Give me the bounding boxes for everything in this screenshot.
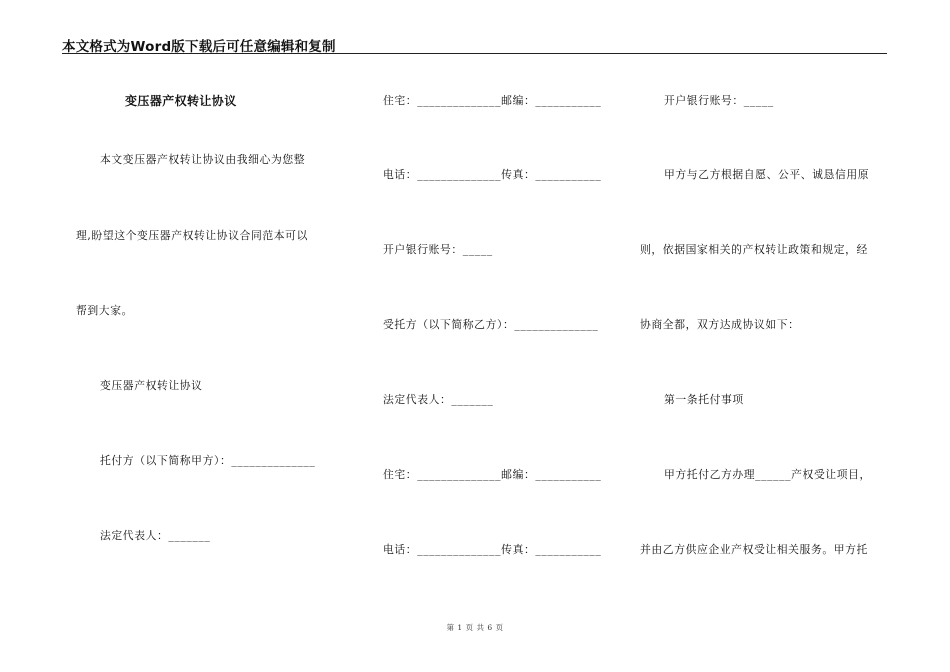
text-line: 托付方（以下简称甲方）：______________ xyxy=(100,454,316,467)
text-line: 变压器产权转让协议 xyxy=(100,379,203,392)
text-line: 住宅：______________邮编：___________ xyxy=(383,468,602,481)
text-line: 法定代表人：_______ xyxy=(100,529,211,542)
text-line: 甲方与乙方根据自愿、公平、诚恳信用原 xyxy=(664,168,870,181)
text-line: 则，依据国家相关的产权转让政策和规定，经 xyxy=(640,243,868,256)
text-line: 电话：______________传真：___________ xyxy=(383,543,602,556)
text-line: 开户银行账号：_____ xyxy=(664,94,774,107)
text-line: 电话：______________传真：___________ xyxy=(383,168,602,181)
text-line: 并由乙方供应企业产权受让相关服务。甲方托 xyxy=(640,543,868,556)
text-line: 法定代表人：_______ xyxy=(383,393,494,406)
text-line: 甲方托付乙方办理______产权受让项目， xyxy=(664,468,871,481)
text-line: 受托方（以下简称乙方）：______________ xyxy=(383,318,599,331)
text-line: 协商全都，双方达成协议如下： xyxy=(640,318,800,331)
section-heading: 第一条托付事项 xyxy=(664,393,744,406)
text-line: 理,盼望这个变压器产权转让协议合同范本可以 xyxy=(76,229,308,242)
header-text: 本文格式为Word版下载后可任意编辑和复制 xyxy=(62,39,336,55)
document-title: 变压器产权转让协议 xyxy=(125,94,237,108)
page-number: 第 1 页 共 6 页 xyxy=(446,623,504,632)
text-line: 本文变压器产权转让协议由我细心为您整 xyxy=(100,153,306,166)
text-line: 帮到大家。 xyxy=(76,304,133,317)
text-line: 住宅：______________邮编：___________ xyxy=(383,94,602,107)
text-line: 开户银行账号：_____ xyxy=(383,243,493,256)
page-header xyxy=(62,33,887,54)
